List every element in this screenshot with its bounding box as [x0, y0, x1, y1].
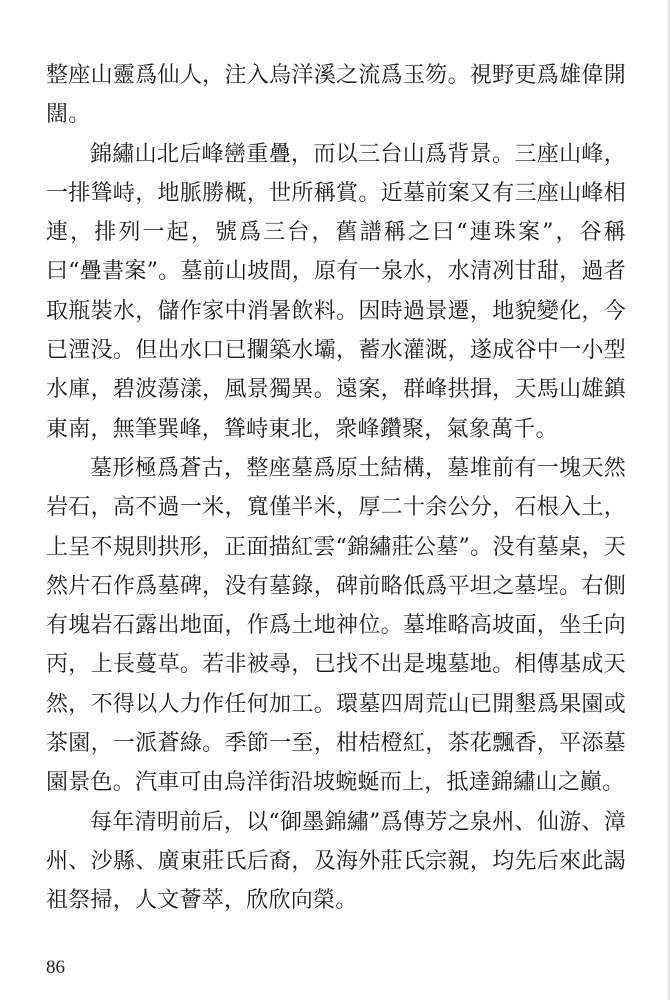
page-number: 86 [46, 957, 65, 978]
paragraph-mountain-background: 錦繡山北后峰巒重疊，而以三台山爲背景。三座山峰，一排聳峙，地脈勝概，世所稱賞。近墓前案又有三座山峰相連，排列一起，號爲三台，舊譜稱之曰“連珠案”，谷稱曰“疊書案”。墓前山坡間，原有一泉水，水清冽甘甜，過者取瓶裝水，儲作家中消暑飲料。因時過景遷，地貌變化，今已湮没。但出水口已攔築水壩，蓄水灌溉，遂成谷中一小型水庫，碧波蕩漾，風景獨異。遠案，群峰拱揖，天馬山雄鎮東南，無筆巽峰，聳峙東北，衆峰鑽聚，氣象萬千。 [46, 141, 626, 442]
paragraph-continued: 整座山靈爲仙人，注入烏洋溪之流爲玉笏。視野更爲雄偉開闊。 [46, 63, 626, 128]
body-text [46, 56, 626, 921]
paragraph-qingming-visits: 每年清明前后，以“御墨錦繡”爲傳芳之泉州、仙游、漳州、沙縣、廣東莊氏后裔，及海外莊氏宗親，均先后來此謁祖祭掃，人文薈萃，欣欣向榮。 [46, 809, 626, 914]
paragraph-tomb-description: 墓形極爲蒼古，整座墓爲原土結構，墓堆前有一塊天然岩石，高不過一米，寬僅半米，厚二十余公分，石根入土，上呈不規則拱形，正面描紅雲“錦繡莊公墓”。没有墓桌，天然片石作爲墓碑，没有墓錄，碑前略低爲平坦之墓埕。右側有塊岩石露出地面，作爲土地神位。墓堆略高坡面，坐壬向丙，上長蔓草。若非被尋，已找不出是塊墓地。相傳基成天然，不得以人力作任何加工。環墓四周荒山已開墾爲果園或茶園，一派蒼綠。季節一至，柑桔橙紅，茶花飄香，平添墓園景色。汽車可由烏洋街沿坡蜿蜒而上，抵達錦繡山之巓。 [46, 455, 626, 796]
